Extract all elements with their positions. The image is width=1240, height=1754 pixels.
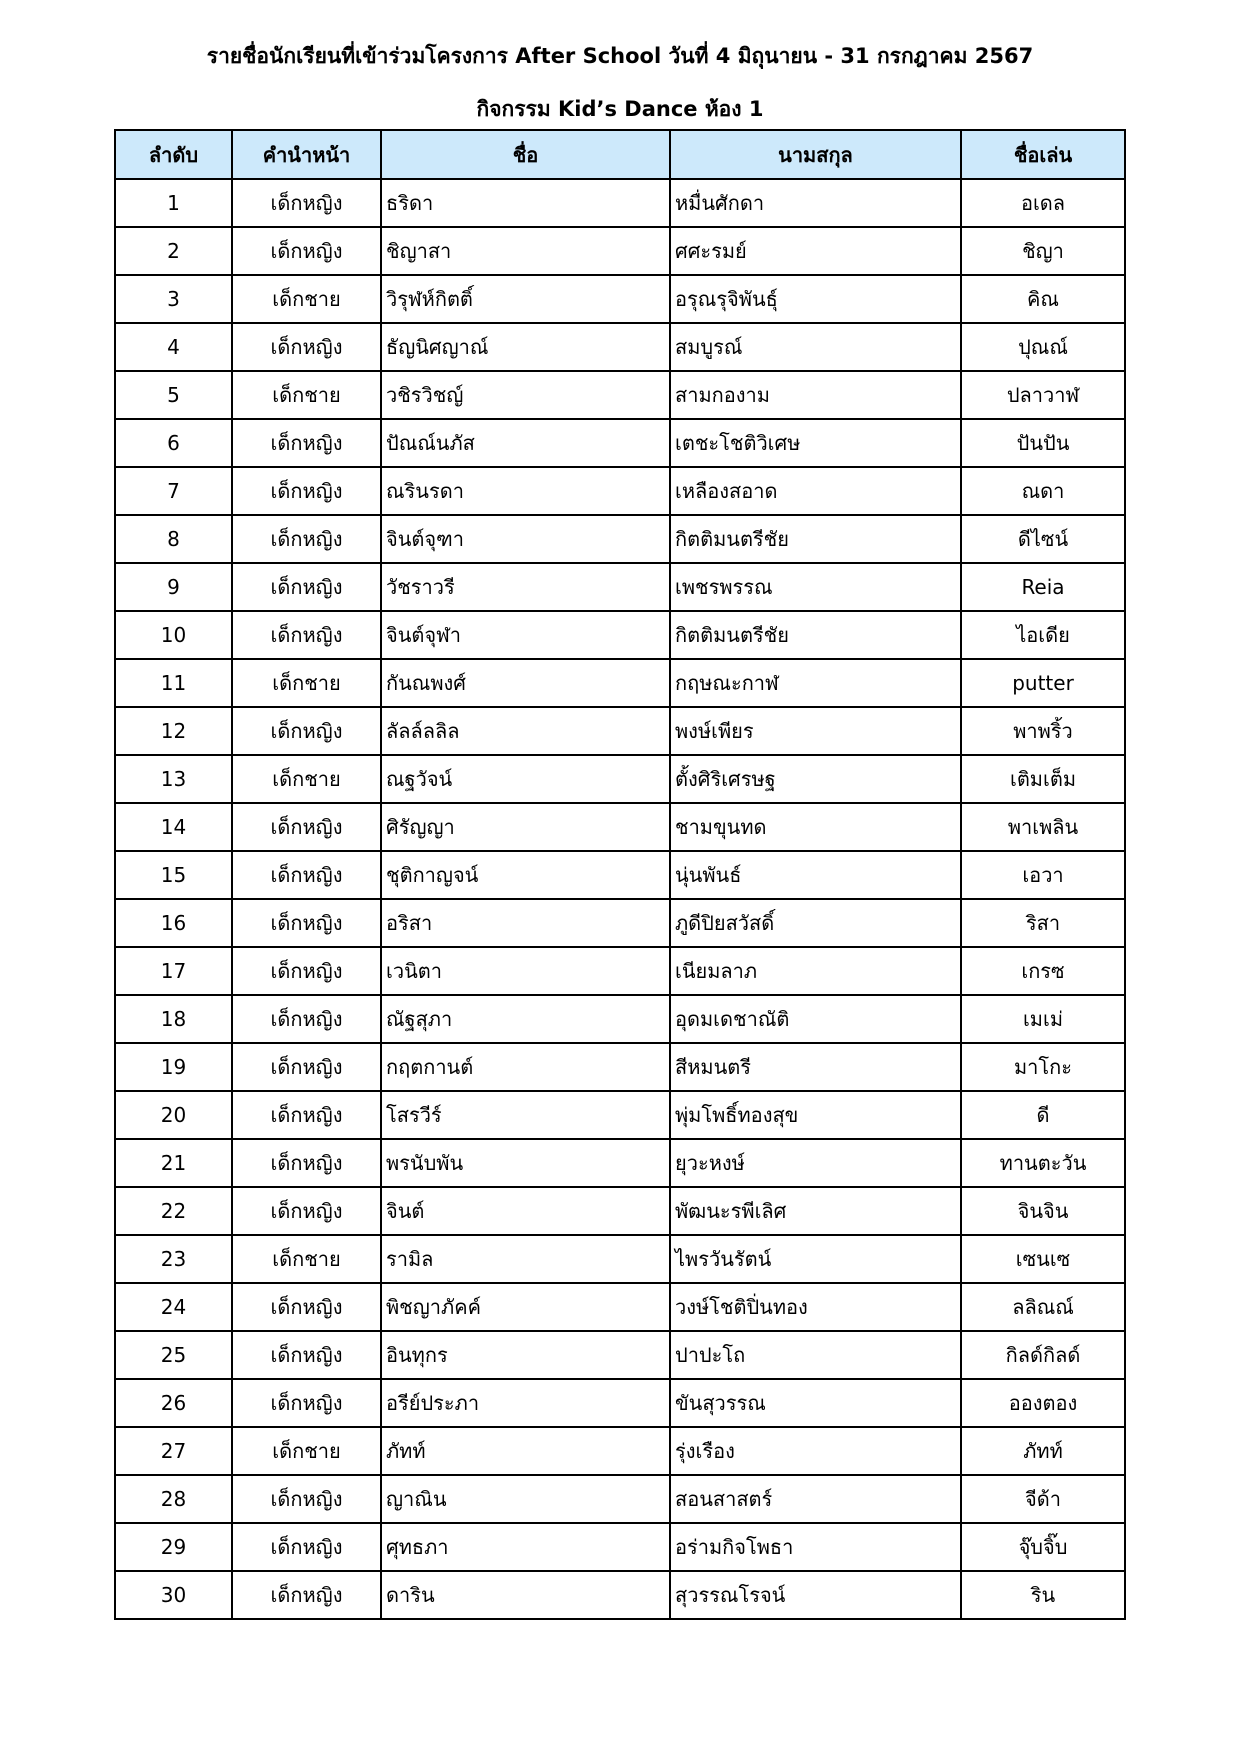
- first-name-cell: ณฐวัจน์: [381, 755, 670, 803]
- last-name-cell: สอนสาสตร์: [670, 1475, 961, 1523]
- order-cell: 20: [115, 1091, 232, 1139]
- nickname-cell: มาโกะ: [961, 1043, 1125, 1091]
- nickname-cell: putter: [961, 659, 1125, 707]
- first-name-cell: ปัณณ์นภัส: [381, 419, 670, 467]
- prefix-cell: เด็กหญิง: [232, 563, 381, 611]
- order-cell: 7: [115, 467, 232, 515]
- last-name-cell: สีหมนตรี: [670, 1043, 961, 1091]
- order-cell: 18: [115, 995, 232, 1043]
- nickname-cell: ภัทท์: [961, 1427, 1125, 1475]
- prefix-cell: เด็กหญิง: [232, 419, 381, 467]
- header-prefix: คำนำหน้า: [232, 130, 381, 179]
- order-cell: 2: [115, 227, 232, 275]
- nickname-cell: ริน: [961, 1571, 1125, 1619]
- last-name-cell: ชามขุนทด: [670, 803, 961, 851]
- prefix-cell: เด็กชาย: [232, 1235, 381, 1283]
- first-name-cell: ธัญนิศญาณ์: [381, 323, 670, 371]
- nickname-cell: Reia: [961, 563, 1125, 611]
- table-row: [115, 179, 1125, 227]
- nickname-cell: ริสา: [961, 899, 1125, 947]
- prefix-cell: เด็กหญิง: [232, 1139, 381, 1187]
- first-name-cell: เวนิตา: [381, 947, 670, 995]
- last-name-cell: สามกองาม: [670, 371, 961, 419]
- table-row: [115, 995, 1125, 1043]
- last-name-cell: กิตติมนตรีชัย: [670, 515, 961, 563]
- last-name-cell: พัฒนะรพีเลิศ: [670, 1187, 961, 1235]
- header-last-name: นามสกุล: [670, 130, 961, 179]
- order-cell: 13: [115, 755, 232, 803]
- last-name-cell: อุดมเดชาณัติ: [670, 995, 961, 1043]
- nickname-cell: เซนเซ: [961, 1235, 1125, 1283]
- order-cell: 27: [115, 1427, 232, 1475]
- order-cell: 25: [115, 1331, 232, 1379]
- prefix-cell: เด็กชาย: [232, 275, 381, 323]
- table-row: [115, 1331, 1125, 1379]
- order-cell: 10: [115, 611, 232, 659]
- table-row: [115, 1283, 1125, 1331]
- prefix-cell: เด็กหญิง: [232, 1331, 381, 1379]
- first-name-cell: ศุทธภา: [381, 1523, 670, 1571]
- table-row: [115, 1235, 1125, 1283]
- student-table: [114, 129, 1126, 1620]
- order-cell: 8: [115, 515, 232, 563]
- table-row: [115, 707, 1125, 755]
- order-cell: 26: [115, 1379, 232, 1427]
- first-name-cell: ศิรัญญา: [381, 803, 670, 851]
- prefix-cell: เด็กหญิง: [232, 803, 381, 851]
- last-name-cell: เหลืองสอาด: [670, 467, 961, 515]
- last-name-cell: เพชรพรรณ: [670, 563, 961, 611]
- first-name-cell: พรนับพัน: [381, 1139, 670, 1187]
- first-name-cell: จินต์: [381, 1187, 670, 1235]
- nickname-cell: ปันปัน: [961, 419, 1125, 467]
- table-row: [115, 467, 1125, 515]
- nickname-cell: พาเพลิน: [961, 803, 1125, 851]
- table-row: [115, 659, 1125, 707]
- first-name-cell: ลัลล์ลลิล: [381, 707, 670, 755]
- last-name-cell: สมบูรณ์: [670, 323, 961, 371]
- first-name-cell: อินทุกร: [381, 1331, 670, 1379]
- first-name-cell: รามิล: [381, 1235, 670, 1283]
- table-header-row: [115, 130, 1125, 179]
- prefix-cell: เด็กหญิง: [232, 467, 381, 515]
- last-name-cell: วงษ์โชติปิ่นทอง: [670, 1283, 961, 1331]
- first-name-cell: ณรินรดา: [381, 467, 670, 515]
- prefix-cell: เด็กหญิง: [232, 323, 381, 371]
- order-cell: 4: [115, 323, 232, 371]
- first-name-cell: ดาริน: [381, 1571, 670, 1619]
- last-name-cell: อรุณรุจิพันธุ์: [670, 275, 961, 323]
- last-name-cell: ปาปะโถ: [670, 1331, 961, 1379]
- order-cell: 23: [115, 1235, 232, 1283]
- nickname-cell: ดี: [961, 1091, 1125, 1139]
- nickname-cell: พาพริ้ว: [961, 707, 1125, 755]
- table-row: [115, 1379, 1125, 1427]
- last-name-cell: กฤษณะกาฬ: [670, 659, 961, 707]
- prefix-cell: เด็กชาย: [232, 1427, 381, 1475]
- document-title: รายชื่อนักเรียนที่เข้าร่วมโครงการ After School วันที่ 4 มิถุนายน - 31 กรกฎาคม 2567: [206, 44, 1034, 68]
- last-name-cell: นุ่นพันธ์: [670, 851, 961, 899]
- nickname-cell: กิลด์กิลด์: [961, 1331, 1125, 1379]
- order-cell: 3: [115, 275, 232, 323]
- first-name-cell: กฤตกานต์: [381, 1043, 670, 1091]
- nickname-cell: เกรซ: [961, 947, 1125, 995]
- prefix-cell: เด็กหญิง: [232, 1379, 381, 1427]
- first-name-cell: จินต์จุฬา: [381, 611, 670, 659]
- prefix-cell: เด็กหญิง: [232, 611, 381, 659]
- first-name-cell: ภัทท์: [381, 1427, 670, 1475]
- nickname-cell: จีด้า: [961, 1475, 1125, 1523]
- last-name-cell: ศศะรมย์: [670, 227, 961, 275]
- table-row: [115, 611, 1125, 659]
- order-cell: 21: [115, 1139, 232, 1187]
- prefix-cell: เด็กชาย: [232, 755, 381, 803]
- nickname-cell: ชิญา: [961, 227, 1125, 275]
- table-row: [115, 1523, 1125, 1571]
- order-cell: 24: [115, 1283, 232, 1331]
- prefix-cell: เด็กชาย: [232, 659, 381, 707]
- table-row: [115, 1139, 1125, 1187]
- first-name-cell: กันณพงศ์: [381, 659, 670, 707]
- order-cell: 15: [115, 851, 232, 899]
- nickname-cell: จุ๊บจิ๊บ: [961, 1523, 1125, 1571]
- table-row: [115, 1571, 1125, 1619]
- order-cell: 19: [115, 1043, 232, 1091]
- last-name-cell: หมื่นศักดา: [670, 179, 961, 227]
- first-name-cell: ณัฐสุภา: [381, 995, 670, 1043]
- first-name-cell: ญาณิน: [381, 1475, 670, 1523]
- prefix-cell: เด็กหญิง: [232, 1283, 381, 1331]
- nickname-cell: ลลิณณ์: [961, 1283, 1125, 1331]
- document-subtitle: กิจกรรม Kid’s Dance ห้อง 1: [476, 97, 764, 121]
- last-name-cell: ยุวะหงษ์: [670, 1139, 961, 1187]
- table-row: [115, 803, 1125, 851]
- table-row: [115, 323, 1125, 371]
- nickname-cell: จินจิน: [961, 1187, 1125, 1235]
- nickname-cell: เมเม่: [961, 995, 1125, 1043]
- nickname-cell: ดีไซน์: [961, 515, 1125, 563]
- table-row: [115, 851, 1125, 899]
- nickname-cell: อเดล: [961, 179, 1125, 227]
- last-name-cell: พุ่มโพธิ์ทองสุข: [670, 1091, 961, 1139]
- table-row: [115, 371, 1125, 419]
- nickname-cell: ไอเดีย: [961, 611, 1125, 659]
- prefix-cell: เด็กหญิง: [232, 1571, 381, 1619]
- prefix-cell: เด็กหญิง: [232, 1091, 381, 1139]
- table-row: [115, 1427, 1125, 1475]
- order-cell: 9: [115, 563, 232, 611]
- order-cell: 16: [115, 899, 232, 947]
- nickname-cell: เอวา: [961, 851, 1125, 899]
- last-name-cell: อร่ามกิจโพธา: [670, 1523, 961, 1571]
- prefix-cell: เด็กหญิง: [232, 707, 381, 755]
- prefix-cell: เด็กหญิง: [232, 179, 381, 227]
- nickname-cell: ณดา: [961, 467, 1125, 515]
- last-name-cell: รุ่งเรือง: [670, 1427, 961, 1475]
- prefix-cell: เด็กหญิง: [232, 851, 381, 899]
- order-cell: 5: [115, 371, 232, 419]
- nickname-cell: ปลาวาฬ: [961, 371, 1125, 419]
- order-cell: 29: [115, 1523, 232, 1571]
- prefix-cell: เด็กชาย: [232, 371, 381, 419]
- header-nickname: ชื่อเล่น: [961, 130, 1125, 179]
- first-name-cell: จินต์จุฑา: [381, 515, 670, 563]
- table-row: [115, 1187, 1125, 1235]
- table-row: [115, 227, 1125, 275]
- prefix-cell: เด็กหญิง: [232, 227, 381, 275]
- nickname-cell: เติมเต็ม: [961, 755, 1125, 803]
- last-name-cell: ตั้งศิริเศรษฐ: [670, 755, 961, 803]
- first-name-cell: โสรวีร์: [381, 1091, 670, 1139]
- prefix-cell: เด็กหญิง: [232, 1187, 381, 1235]
- first-name-cell: วิรุฬห์กิตติ์: [381, 275, 670, 323]
- last-name-cell: สุวรรณโรจน์: [670, 1571, 961, 1619]
- table-body: [115, 179, 1125, 1619]
- table-row: [115, 1091, 1125, 1139]
- order-cell: 22: [115, 1187, 232, 1235]
- prefix-cell: เด็กหญิง: [232, 515, 381, 563]
- table-row: [115, 275, 1125, 323]
- last-name-cell: เตชะโชติวิเศษ: [670, 419, 961, 467]
- order-cell: 30: [115, 1571, 232, 1619]
- first-name-cell: ชิญาสา: [381, 227, 670, 275]
- order-cell: 28: [115, 1475, 232, 1523]
- order-cell: 12: [115, 707, 232, 755]
- first-name-cell: ธริดา: [381, 179, 670, 227]
- table-row: [115, 947, 1125, 995]
- table-row: [115, 1043, 1125, 1091]
- last-name-cell: กิตติมนตรีชัย: [670, 611, 961, 659]
- prefix-cell: เด็กหญิง: [232, 1523, 381, 1571]
- table-row: [115, 755, 1125, 803]
- prefix-cell: เด็กหญิง: [232, 995, 381, 1043]
- table-row: [115, 419, 1125, 467]
- order-cell: 14: [115, 803, 232, 851]
- order-cell: 17: [115, 947, 232, 995]
- last-name-cell: เนียมลาภ: [670, 947, 961, 995]
- header-order: ลำดับ: [115, 130, 232, 179]
- prefix-cell: เด็กหญิง: [232, 899, 381, 947]
- order-cell: 11: [115, 659, 232, 707]
- last-name-cell: พงษ์เพียร: [670, 707, 961, 755]
- last-name-cell: ภูดีปิยสวัสดิ์: [670, 899, 961, 947]
- prefix-cell: เด็กหญิง: [232, 947, 381, 995]
- table-row: [115, 563, 1125, 611]
- first-name-cell: อรีย์ประภา: [381, 1379, 670, 1427]
- last-name-cell: ไพรวันรัตน์: [670, 1235, 961, 1283]
- order-cell: 1: [115, 179, 232, 227]
- last-name-cell: ขันสุวรรณ: [670, 1379, 961, 1427]
- first-name-cell: ชุติกาญจน์: [381, 851, 670, 899]
- nickname-cell: อองตอง: [961, 1379, 1125, 1427]
- nickname-cell: ทานตะวัน: [961, 1139, 1125, 1187]
- order-cell: 6: [115, 419, 232, 467]
- prefix-cell: เด็กหญิง: [232, 1475, 381, 1523]
- first-name-cell: วัชราวรี: [381, 563, 670, 611]
- table-row: [115, 1475, 1125, 1523]
- first-name-cell: วชิรวิชญ์: [381, 371, 670, 419]
- nickname-cell: คิณ: [961, 275, 1125, 323]
- first-name-cell: อริสา: [381, 899, 670, 947]
- table-row: [115, 515, 1125, 563]
- first-name-cell: พิชญาภัคค์: [381, 1283, 670, 1331]
- prefix-cell: เด็กหญิง: [232, 1043, 381, 1091]
- nickname-cell: ปุณณ์: [961, 323, 1125, 371]
- header-first-name: ชื่อ: [381, 130, 670, 179]
- table-row: [115, 899, 1125, 947]
